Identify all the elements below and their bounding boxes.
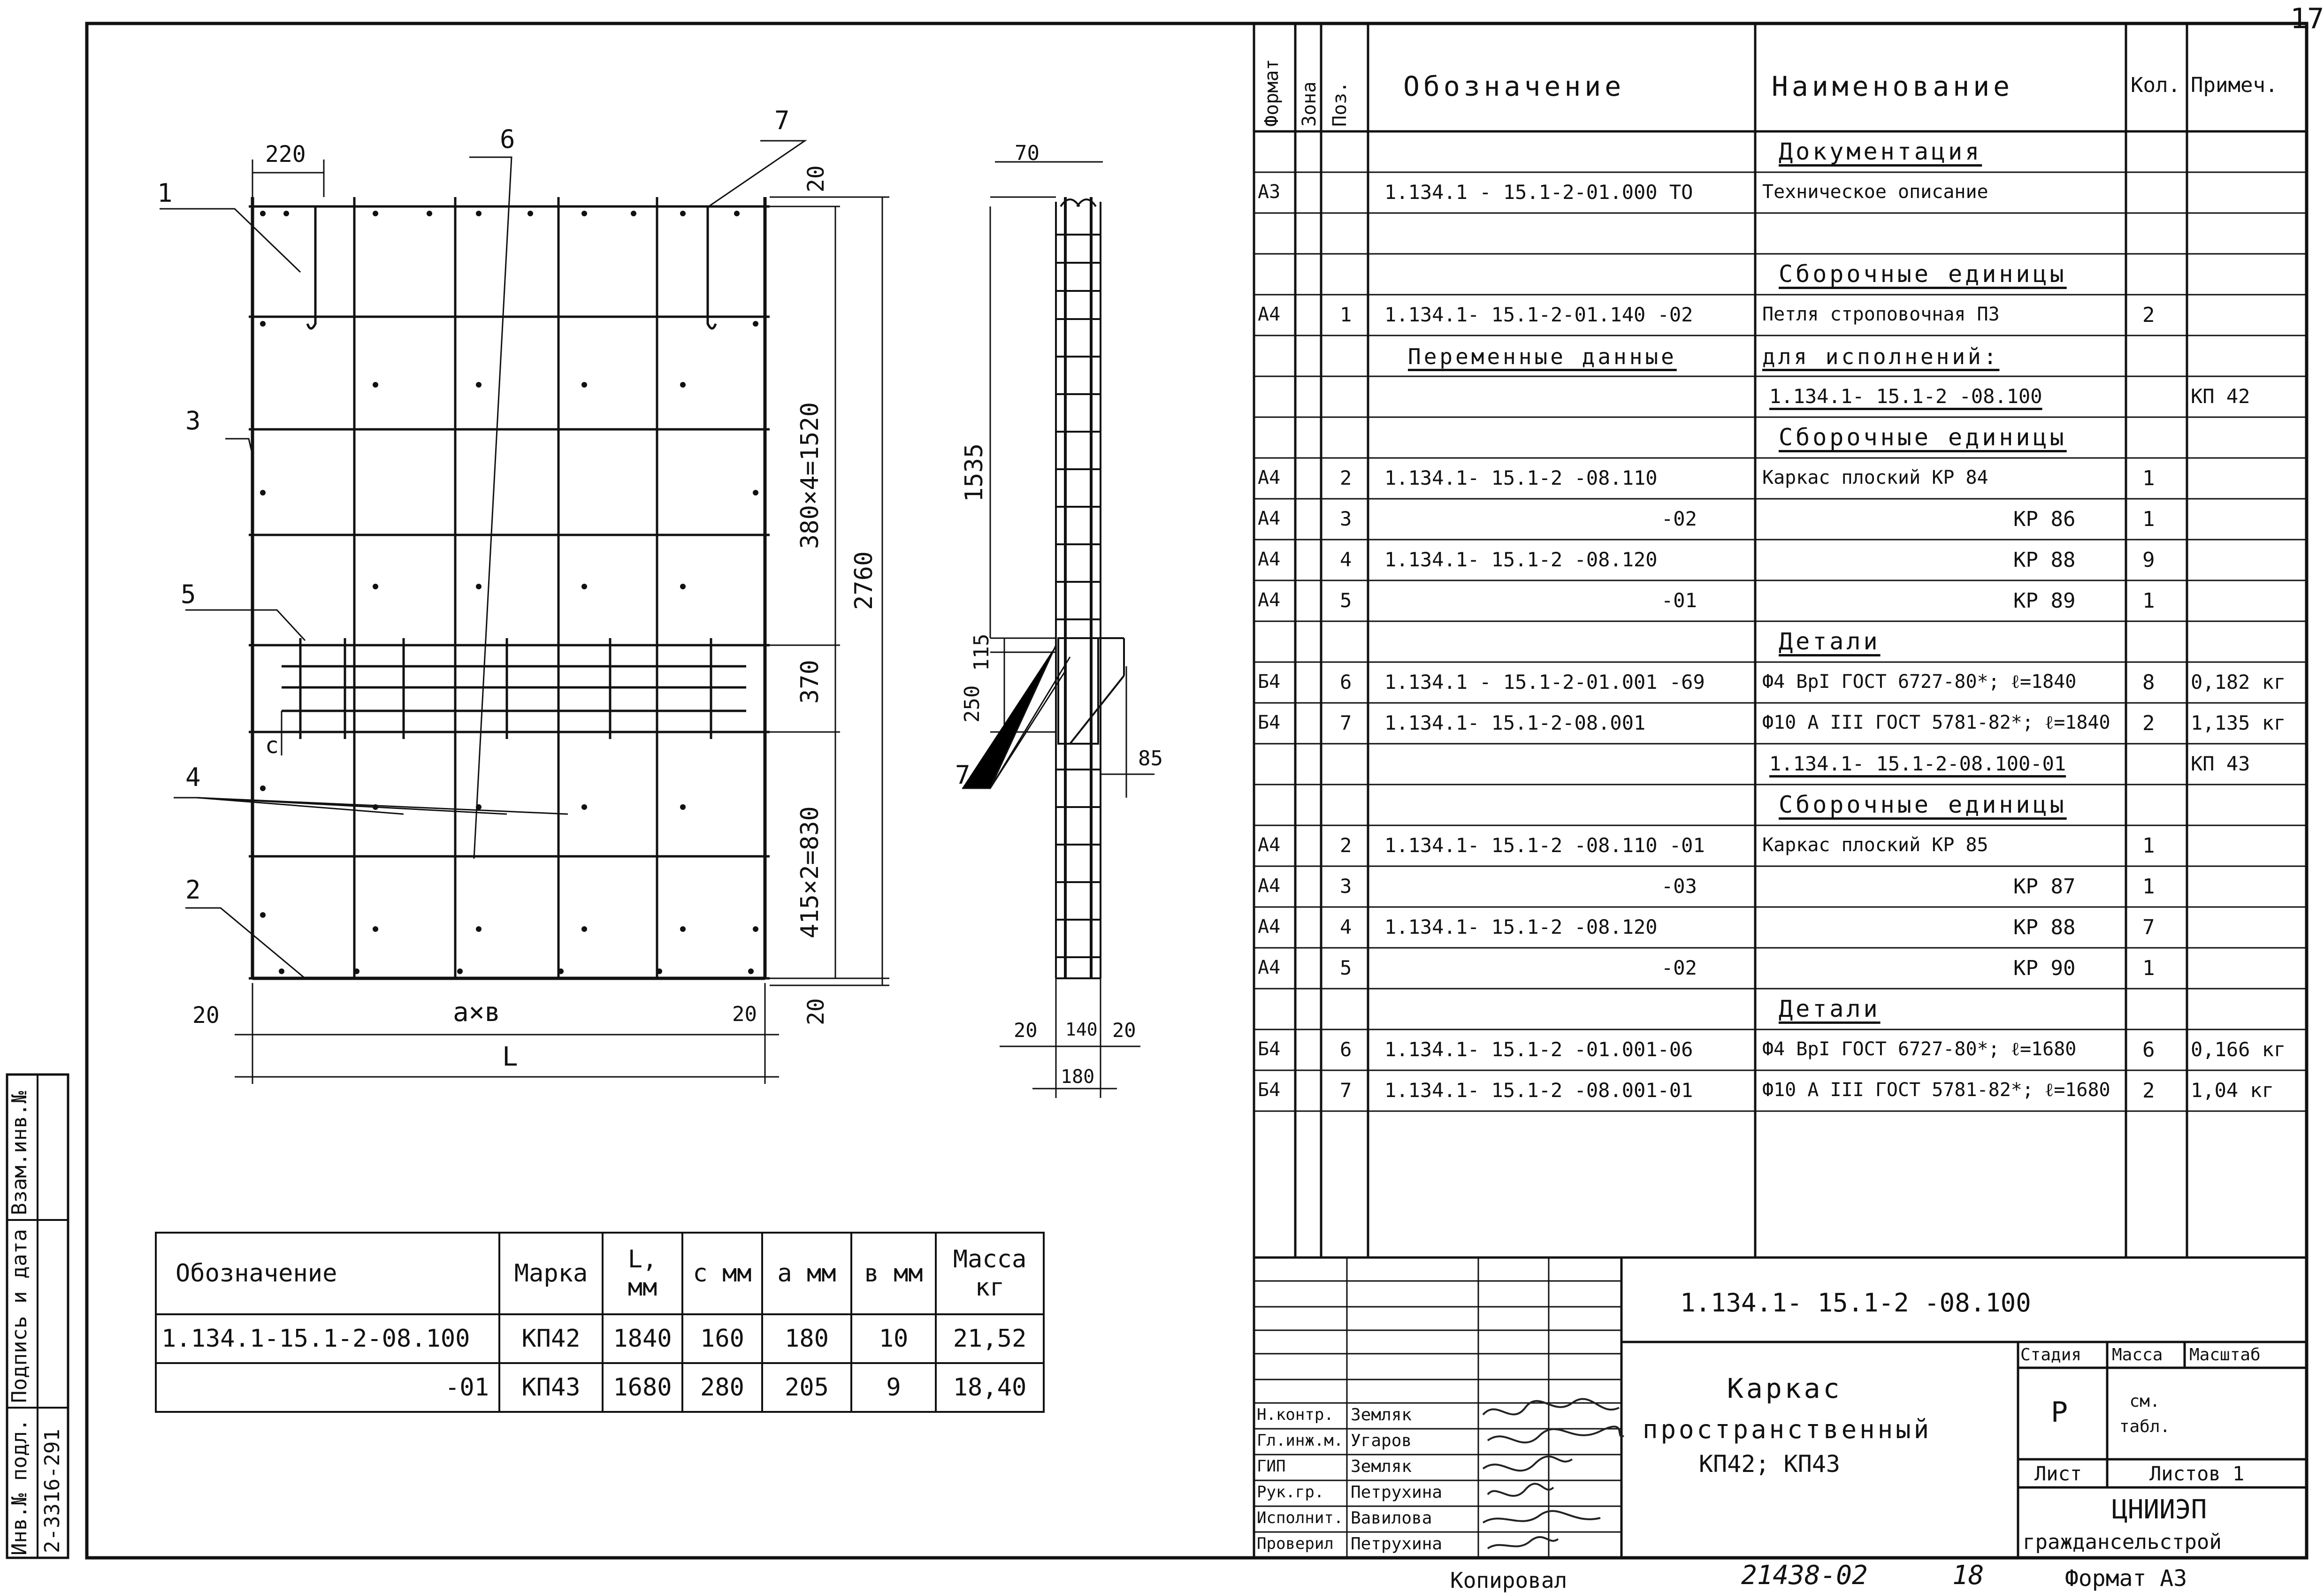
spec-pos: 7 [1340, 1079, 1352, 1102]
spec-pos: 4 [1340, 548, 1352, 571]
spec-format: Б4 [1258, 1079, 1281, 1101]
spec-section-title: Сборочные единицы [1779, 260, 2067, 288]
spec-pos: 3 [1340, 507, 1352, 530]
mass-header-b: в мм [851, 1233, 936, 1314]
role-4: Рук.гр. [1257, 1483, 1324, 1502]
dim-415: 415×2=830 [796, 806, 824, 938]
callout-3: 3 [185, 406, 201, 435]
spec-note: 1,04 кг [2191, 1079, 2274, 1102]
spec-section-title: Документация [1779, 138, 1982, 165]
dim-axb: a×в [453, 997, 501, 1028]
side-dim-85: 85 [1138, 747, 1163, 770]
sheet-label: Лист [2034, 1462, 2082, 1485]
spec-header-name: Наименование [1772, 70, 2014, 102]
side-dim-20-right: 20 [1112, 1019, 1136, 1042]
mass-cell: 21,52 [936, 1314, 1044, 1363]
spec-name: КР 86 [2013, 507, 2076, 531]
spec-pos: 6 [1340, 1038, 1352, 1061]
spec-name: КР 89 [2013, 589, 2076, 613]
product-title-line2: пространственный [1643, 1415, 1932, 1444]
footer-copied: Копировал [1450, 1568, 1567, 1593]
stage-value: Р [2051, 1396, 2068, 1429]
spec-designation: 1.134.1 - 15.1-2-01.000 ТО [1384, 181, 1693, 204]
spec-pos: 4 [1340, 915, 1352, 938]
spec-variant: 1.134.1- 15.1-2-08.100-01 [1769, 752, 2066, 775]
spec-qty: 2 [2142, 711, 2155, 735]
callout-6: 6 [500, 124, 515, 154]
mass-value: см. табл. [2119, 1392, 2171, 1436]
spec-section-title: Сборочные единицы [1779, 424, 2067, 451]
spec-name: Ф10 А III ГОСТ 5781-82*; ℓ=1680 [1762, 1079, 2110, 1101]
callout-1: 1 [157, 178, 173, 208]
spec-qty: 1 [2142, 466, 2155, 490]
spec-format: А4 [1258, 508, 1281, 529]
mass-header-c: c мм [682, 1233, 762, 1314]
role-5: Исполнит. [1257, 1509, 1344, 1527]
mass-cell: 10 [851, 1314, 936, 1363]
spec-designation: 1.134.1- 15.1-2 -01.001-06 [1384, 1038, 1693, 1061]
spec-name: Петля строповочная П3 [1762, 304, 2000, 325]
side-dim-70: 70 [1015, 141, 1040, 165]
dim-370: 370 [796, 660, 824, 704]
mass-header-L: L, мм [603, 1233, 682, 1314]
mass-cell: КП43 [499, 1363, 603, 1412]
dim-20-right: 20 [732, 1002, 757, 1026]
side-dim-180: 180 [1061, 1066, 1095, 1088]
spec-pos: 1 [1340, 303, 1352, 326]
spec-format: А4 [1258, 834, 1281, 856]
mass-cell: 9 [851, 1363, 936, 1412]
sheets-label: Листов 1 [2149, 1462, 2245, 1485]
spec-designation: 1.134.1- 15.1-2 -08.001-01 [1384, 1079, 1693, 1102]
mass-cell: 160 [682, 1314, 762, 1363]
dim-2760: 2760 [850, 551, 878, 610]
callout-7-top: 7 [774, 106, 790, 135]
spec-format: А4 [1258, 589, 1281, 611]
spec-qty: 1 [2142, 956, 2155, 980]
mass-cell: 205 [762, 1363, 851, 1412]
spec-name: Ф4 ВрI ГОСТ 6727-80*; ℓ=1680 [1762, 1038, 2077, 1060]
spec-designation: -01 [1661, 589, 1697, 612]
signatures [1478, 1398, 1628, 1558]
scale-label: Масштаб [2189, 1345, 2261, 1364]
spec-designation: 1.134.1- 15.1-2 -08.120 [1384, 548, 1658, 571]
spec-name: Ф4 ВрI ГОСТ 6727-80*; ℓ=1840 [1762, 671, 2077, 693]
footer-order: 21438-02 [1741, 1560, 1868, 1591]
side-dim-20-left: 20 [1014, 1019, 1038, 1042]
role-2: Гл.инж.м. [1257, 1431, 1344, 1450]
spec-pos: 2 [1340, 834, 1352, 857]
spec-qty: 1 [2142, 834, 2155, 858]
spec-format: Б4 [1258, 1038, 1281, 1060]
spec-section-title: Детали [1779, 995, 1881, 1022]
spec-pos: 3 [1340, 875, 1352, 898]
spec-format: Б4 [1258, 712, 1281, 733]
role-6: Проверил [1257, 1534, 1334, 1553]
role-name-1: Земляк [1351, 1405, 1412, 1425]
spec-name: Ф10 А III ГОСТ 5781-82*; ℓ=1840 [1762, 712, 2110, 733]
spec-designation: -02 [1661, 956, 1697, 979]
spec-designation: 1.134.1 - 15.1-2-01.001 -69 [1384, 671, 1705, 694]
stamp-inv-replace: Взам.инв.№ [8, 1091, 31, 1215]
spec-pos: 2 [1340, 466, 1352, 489]
spec-header-note: Примеч. [2191, 73, 2278, 97]
mass-cell: 1840 [603, 1314, 682, 1363]
spec-format: А3 [1258, 181, 1281, 203]
dim-220: 220 [265, 141, 306, 168]
spec-qty: 7 [2142, 915, 2155, 939]
role-name-5: Вавилова [1351, 1509, 1432, 1528]
spec-format: А4 [1258, 549, 1281, 570]
spec-format: А4 [1258, 304, 1281, 325]
spec-designation: 1.134.1- 15.1-2 -08.110 -01 [1384, 834, 1705, 857]
spec-note: 0,182 кг [2191, 671, 2286, 694]
stage-label: Стадия [2020, 1345, 2082, 1364]
spec-format: А4 [1258, 467, 1281, 488]
mass-cell: КП42 [499, 1314, 603, 1363]
dim-c: c [265, 732, 279, 759]
spec-format: А4 [1258, 957, 1281, 978]
spec-designation: -03 [1661, 875, 1697, 898]
spec-name: КР 90 [2013, 956, 2076, 980]
product-title-line3: КП42; КП43 [1699, 1450, 1841, 1478]
spec-name: для исполнений: [1762, 344, 2000, 369]
side-dim-115: 115 [970, 633, 994, 671]
side-dim-1535: 1535 [960, 443, 988, 502]
spec-designation: 1.134.1- 15.1-2 -08.110 [1384, 466, 1658, 489]
spec-name: КР 88 [2013, 548, 2076, 572]
spec-pos: 7 [1340, 711, 1352, 734]
dim-20-top: 20 [803, 165, 829, 192]
mass-label: Масса [2112, 1345, 2163, 1364]
mass-cell: 280 [682, 1363, 762, 1412]
spec-format: Б4 [1258, 671, 1281, 693]
spec-name: Каркас плоский КР 84 [1762, 467, 1988, 488]
mass-header-mass: Масса кг [936, 1233, 1044, 1314]
spec-qty: 6 [2142, 1038, 2155, 1062]
role-name-3: Земляк [1351, 1457, 1412, 1476]
mass-cell: 1.134.1-15.1-2-08.100 [156, 1314, 499, 1363]
spec-name: КР 88 [2013, 915, 2076, 939]
spec-qty: 2 [2142, 303, 2155, 327]
footer-format: Формат А3 [2065, 1565, 2187, 1592]
spec-qty: 1 [2142, 507, 2155, 531]
spec-qty: 8 [2142, 671, 2155, 694]
spec-format: А4 [1258, 875, 1281, 897]
callout-5: 5 [181, 579, 196, 609]
spec-designation: 1.134.1- 15.1-2-08.001 [1384, 711, 1646, 734]
spec-pos: 5 [1340, 589, 1352, 612]
spec-note: 0,166 кг [2191, 1038, 2286, 1061]
spec-section-title: Сборочные единицы [1779, 791, 2067, 818]
spec-format: А4 [1258, 916, 1281, 938]
stamp-inv-orig: Инв.№ подл. [8, 1418, 31, 1555]
dim-380: 380×4=1520 [796, 402, 824, 549]
stamp-inv-value: 2-3316-291 [40, 1429, 64, 1553]
mass-cell: 18,40 [936, 1363, 1044, 1412]
dim-20-left: 20 [192, 1002, 220, 1029]
spec-qty: 2 [2142, 1079, 2155, 1103]
page-number: 17 [2290, 2, 2324, 35]
role-name-2: Угаров [1351, 1431, 1412, 1450]
spec-qty: 1 [2142, 875, 2155, 899]
spec-qty: 1 [2142, 589, 2155, 613]
spec-designation: -02 [1661, 507, 1697, 530]
dim-20-bottom: 20 [803, 998, 829, 1025]
spec-header-qty: Кол. [2131, 73, 2180, 97]
role-3: ГИП [1257, 1457, 1286, 1476]
mass-header-mark: Марка [499, 1233, 603, 1314]
role-name-4: Петрухина [1351, 1483, 1443, 1502]
dim-L: L [502, 1042, 518, 1072]
spec-note: 1,135 кг [2191, 711, 2286, 734]
document-code: 1.134.1- 15.1-2 -08.100 [1680, 1288, 2031, 1318]
callout-2: 2 [185, 875, 201, 905]
product-title-line1: Каркас [1727, 1372, 1842, 1404]
callout-4: 4 [185, 762, 201, 792]
spec-designation: Переменные данные [1408, 344, 1677, 369]
footer-sheet-no: 18 [1952, 1560, 1984, 1591]
spec-variant: 1.134.1- 15.1-2 -08.100 [1769, 385, 2042, 408]
role-1: Н.контр. [1257, 1405, 1334, 1424]
spec-note: КП 42 [2191, 385, 2250, 408]
spec-designation: 1.134.1- 15.1-2 -08.120 [1384, 915, 1658, 938]
spec-name: Техническое описание [1762, 181, 1988, 203]
spec-header-pos: Поз. [1329, 81, 1351, 127]
mass-cell: -01 [156, 1363, 499, 1412]
side-dim-140: 140 [1065, 1019, 1098, 1040]
spec-qty: 9 [2142, 548, 2155, 572]
mass-cell: 180 [762, 1314, 851, 1363]
mass-header-designation: Обозначение [156, 1233, 499, 1314]
spec-name: КР 87 [2013, 875, 2076, 899]
spec-pos: 5 [1340, 956, 1352, 979]
mass-cell: 1680 [603, 1363, 682, 1412]
mass-header-a: a мм [762, 1233, 851, 1314]
spec-designation: 1.134.1- 15.1-2-01.140 -02 [1384, 303, 1693, 326]
spec-section-title: Детали [1779, 628, 1881, 655]
callout-7-side: 7 [955, 760, 971, 790]
spec-name: Каркас плоский КР 85 [1762, 834, 1988, 856]
organization-line1: ЦНИИЭП [2112, 1494, 2207, 1525]
side-dim-250: 250 [960, 685, 984, 723]
stamp-sign-date: Подпись и дата [8, 1229, 31, 1403]
spec-header-designation: Обозначение [1403, 70, 1625, 102]
role-name-6: Петрухина [1351, 1534, 1443, 1554]
spec-header-zone: Зона [1299, 81, 1320, 127]
organization-line2: граждансельстрой [2023, 1530, 2222, 1554]
spec-header-format: Формат [1261, 59, 1283, 127]
spec-note: КП 43 [2191, 752, 2250, 775]
spec-pos: 6 [1340, 671, 1352, 694]
